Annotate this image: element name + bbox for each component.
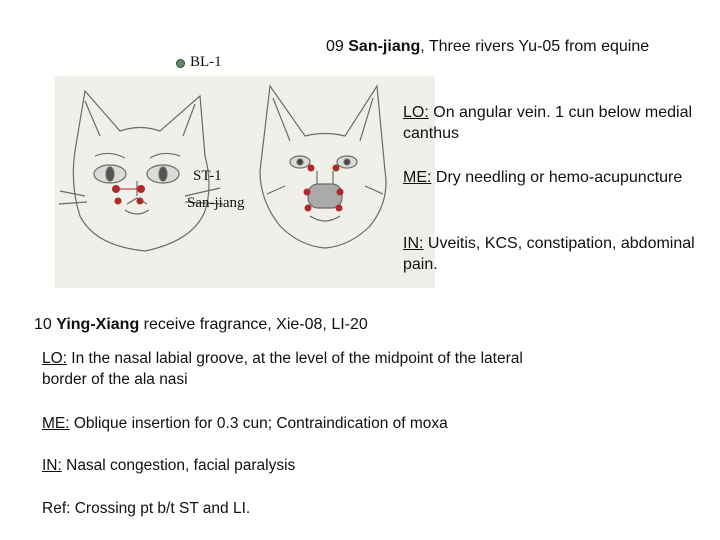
acupoint-marker xyxy=(308,165,315,172)
point-10-method xyxy=(42,413,448,434)
acupoint-illustration xyxy=(55,76,435,288)
point-09-method xyxy=(403,167,693,188)
point-09-lo-label: LO: xyxy=(403,104,429,121)
cat-dog-face-drawing xyxy=(55,76,435,288)
point-09-lo-text: On angular vein. 1 cun below medial canthus xyxy=(403,104,693,142)
point-10-lo-label: LO: xyxy=(42,350,67,367)
point-09-number: 09 xyxy=(326,38,344,55)
acupoint-marker xyxy=(337,189,344,196)
bl1-label: BL-1 xyxy=(190,54,222,70)
point-10-me-text: Oblique insertion for 0.3 cun; Contraindication of moxa xyxy=(69,415,448,432)
point-10-indication xyxy=(42,455,295,476)
point-10-reference: Ref: Crossing pt b/t ST and LI. xyxy=(42,500,251,517)
acupoint-marker xyxy=(333,165,340,172)
point-10-in-label: IN: xyxy=(42,457,62,474)
point-10-heading xyxy=(34,314,368,335)
point-10-number: 10 xyxy=(34,316,52,333)
point-09-description: , Three rivers Yu-05 from equine xyxy=(420,38,650,55)
point-10-description: receive fragrance, Xie-08, LI-20 xyxy=(139,316,368,333)
point-10-in-text: Nasal congestion, facial paralysis xyxy=(61,457,296,474)
san-jiang-label: San-jiang xyxy=(187,195,245,211)
cat-acupoint-markers xyxy=(112,185,145,205)
point-09-in-text: Uveitis, KCS, constipation, abdominal pain. xyxy=(403,235,695,273)
point-09-location xyxy=(403,102,703,144)
point-09-name: San-jiang xyxy=(348,38,421,55)
point-10-me-label: ME: xyxy=(42,415,70,432)
acupoint-marker xyxy=(304,189,311,196)
point-10-name: Ying-Xiang xyxy=(56,316,140,333)
acupoint-marker xyxy=(115,198,122,205)
legend-marker-icon xyxy=(176,59,185,68)
point-09-indication xyxy=(403,233,703,275)
dog-face xyxy=(260,86,386,248)
point-09-me-label: ME: xyxy=(403,169,432,186)
acupoint-marker xyxy=(137,198,144,205)
point-10-lo-text: In the nasal labial groove, at the level of the midpoint of the lateral border of the ala nasi xyxy=(42,350,523,388)
point-10-location xyxy=(42,348,562,390)
point-09-me-text: Dry needling or hemo-acupuncture xyxy=(431,169,683,186)
st1-label: ST-1 xyxy=(193,168,222,184)
acupoint-marker xyxy=(336,205,343,212)
point-09-heading xyxy=(326,36,718,57)
acupoint-marker xyxy=(305,205,312,212)
point-09-in-label: IN: xyxy=(403,235,424,252)
